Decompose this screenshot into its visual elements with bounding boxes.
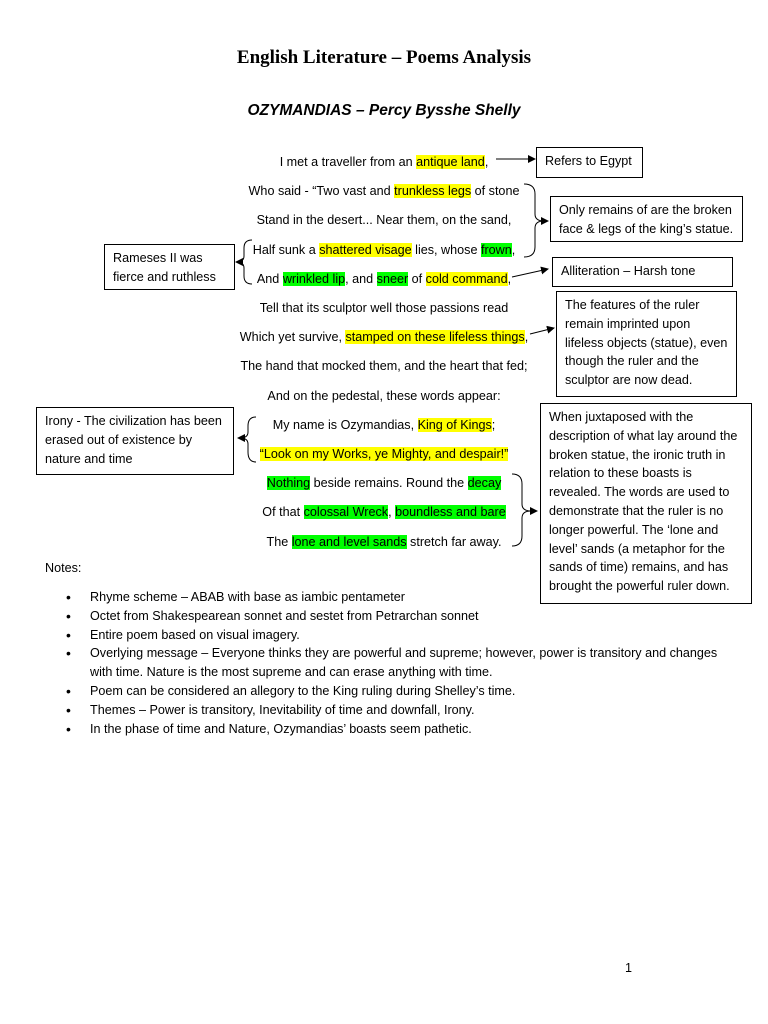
highlight-green: lone and level sands bbox=[291, 534, 407, 549]
annotation-features: The features of the ruler remain imprinted upon lifeless objects (statue), even though the ruler and the sculptor are now dead. bbox=[556, 291, 737, 397]
poem-text: , bbox=[507, 271, 512, 286]
highlight-green: decay bbox=[467, 476, 502, 491]
poem-title: OZYMANDIAS – Percy Bysshe Shelly bbox=[247, 102, 521, 119]
poem-text: , bbox=[511, 242, 516, 257]
poem-text: Which yet survive, bbox=[239, 330, 346, 345]
notes-list bbox=[45, 588, 735, 738]
note-item: • Themes – Power is transitory, Inevitability of time and downfall, Irony. bbox=[45, 701, 735, 720]
bracket-juxtaposed bbox=[512, 474, 531, 546]
highlight-yellow: King of Kings bbox=[417, 417, 492, 432]
note-item: • In the phase of time and Nature, Ozymandias’ boasts seem pathetic. bbox=[45, 720, 735, 739]
poem-text: of stone bbox=[471, 184, 520, 199]
annotation-alliteration: Alliteration – Harsh tone bbox=[552, 257, 733, 287]
poem-text: , bbox=[524, 330, 529, 345]
highlight-yellow: cold command bbox=[425, 271, 508, 286]
poem-text: , and bbox=[345, 271, 377, 286]
highlight-green: wrinkled lip bbox=[282, 271, 346, 286]
poem-text: The hand that mocked them, and the heart that fed; bbox=[240, 359, 528, 374]
annotation-rameses: Rameses II was fierce and ruthless bbox=[104, 244, 235, 290]
page-number: 1 bbox=[625, 961, 633, 975]
poem-text: lies, whose bbox=[411, 242, 481, 257]
arrow-features bbox=[530, 328, 554, 334]
annotation-irony: Irony - The civilization has been erased out of existence by nature and time bbox=[36, 407, 234, 475]
poem-text: Tell that its sculptor well those passions read bbox=[259, 301, 509, 315]
poem-text: And bbox=[256, 271, 283, 286]
poem-text: Half sunk a bbox=[252, 242, 320, 257]
poem-text: stretch far away. bbox=[406, 534, 502, 549]
note-item: • Entire poem based on visual imagery. bbox=[45, 626, 735, 645]
note-item: • Octet from Shakespearean sonnet and sestet from Petrarchan sonnet bbox=[45, 607, 735, 626]
highlight-green: colossal Wreck bbox=[303, 505, 389, 520]
highlight-green: boundless and bare bbox=[395, 505, 506, 520]
bracket-broken-statue bbox=[524, 184, 544, 257]
highlight-yellow: trunkless legs bbox=[394, 184, 472, 199]
poem-text: , bbox=[388, 505, 396, 520]
highlight-green: Nothing bbox=[266, 476, 311, 491]
poem-text: Stand in the desert... Near them, on the sand, bbox=[256, 213, 512, 228]
highlight-green: sneer bbox=[376, 271, 409, 286]
poem-text: , bbox=[484, 155, 489, 169]
annotation-broken-statue: Only remains of are the broken face & legs of the king’s statue. bbox=[550, 196, 743, 242]
poem-text: beside remains. Round the bbox=[310, 476, 468, 491]
poem-text: ; bbox=[491, 417, 496, 432]
highlight-yellow: “Look on my Works, ye Mighty, and despair!” bbox=[259, 447, 509, 461]
highlight-yellow: antique land bbox=[416, 155, 485, 169]
arrow-alliteration bbox=[512, 269, 548, 277]
highlight-yellow: shattered visage bbox=[319, 242, 412, 257]
highlight-yellow: stamped on these lifeless things bbox=[345, 330, 525, 345]
document-title: English Literature – Poems Analysis bbox=[236, 47, 532, 68]
notes-heading: Notes: bbox=[45, 561, 82, 575]
poem-text: My name is Ozymandias, bbox=[272, 417, 418, 432]
poem-text: Who said - “Two vast and bbox=[248, 184, 395, 199]
poem-text: of bbox=[408, 271, 426, 286]
note-item: • Rhyme scheme – ABAB with base as iambic pentameter bbox=[45, 588, 735, 607]
note-item: • Poem can be considered an allegory to the King ruling during Shelley’s time. bbox=[45, 682, 735, 701]
poem-text: And on the pedestal, these words appear: bbox=[267, 388, 501, 403]
note-item: • Overlying message – Everyone thinks they are powerful and supreme; however, power is transitory and changes with time. Nature is the most supreme and can erase anything with time. bbox=[45, 644, 735, 682]
poem-text: I met a traveller from an bbox=[279, 155, 417, 169]
bracket-irony bbox=[240, 417, 256, 462]
highlight-green: frown bbox=[480, 242, 512, 257]
annotation-juxtaposed: When juxtaposed with the description of what lay around the broken statue, the ironic truth in relation to these boasts is revealed. The words are used to demonstrate that the ruler is no longer powerful. The ‘lone and level’ sands (a metaphor for the sands of time) remains, and has brought the powerful ruler down. bbox=[540, 403, 752, 604]
poem-text: The bbox=[266, 534, 292, 549]
poem-text: Of that bbox=[262, 505, 304, 520]
annotation-refers-to-egypt: Refers to Egypt bbox=[536, 147, 643, 178]
